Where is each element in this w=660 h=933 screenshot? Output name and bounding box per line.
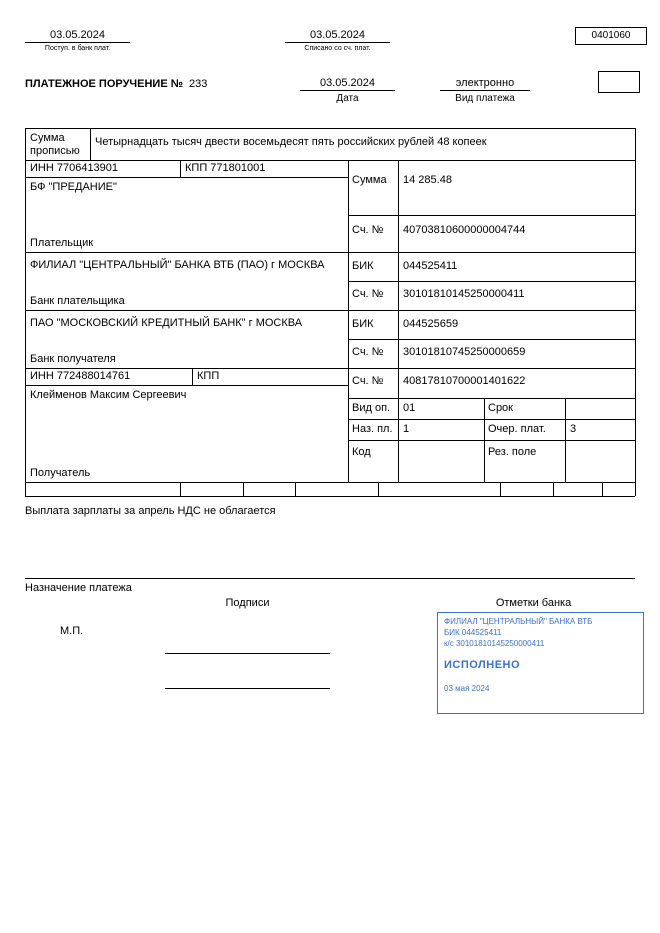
grid-line [25,128,635,129]
op-kind-label: Вид оп. [352,402,391,414]
signature-line [165,688,330,689]
payer-bank-label: Банк плательщика [30,295,125,307]
grid-line [192,368,193,385]
purpose-code-value: 1 [403,423,410,435]
amount-label: Сумма [352,174,387,186]
payer-bank-bik-value: 044525411 [403,260,458,272]
payer-bank-account-value: 30101810145250000411 [403,288,525,300]
payer-kpp: КПП 771801001 [185,162,266,174]
payee-kpp-label: КПП [197,370,220,382]
stamp-date: 03 мая 2024 [444,684,490,694]
grid-line [348,281,635,282]
reserve-field-label: Рез. поле [488,446,537,458]
payer-inn: ИНН 7706413901 [30,162,119,174]
grid-line [348,339,635,340]
grid-line [25,368,635,369]
payer-bank-name: ФИЛИАЛ "ЦЕНТРАЛЬНЫЙ" БАНКА ВТБ (ПАО) г МОСКВА [30,259,325,271]
bank-stamp [437,612,644,714]
payee-inn: ИНН 772488014761 [30,370,131,382]
received-date: 03.05.2024 [25,28,130,43]
amount-words-label: Сумма прописью [30,132,80,158]
signatures-label: Подписи [225,597,270,609]
grid-line [180,482,181,496]
stamp-corr-account: к/с 30101810145250000411 [444,638,545,648]
doc-title-row [25,78,207,91]
payment-kind: электронно [440,76,530,91]
grid-line [243,482,244,496]
op-kind-value: 01 [403,402,416,414]
payer-label: Плательщик [30,237,94,249]
stamp-status: ИСПОЛНЕНО [444,659,521,672]
received-caption: Поступ. в банк плат. [44,45,111,52]
purpose-divider [25,578,635,579]
grid-line [602,482,603,496]
grid-line [25,496,635,497]
grid-line [25,310,635,311]
grid-line [553,482,554,496]
grid-line [348,215,635,216]
grid-line [398,160,399,482]
payer-name: БФ "ПРЕДАНИЕ" [30,181,117,193]
signature-line [165,653,330,654]
grid-line [348,398,635,399]
payment-kind-label: Вид платежа [455,93,515,104]
grid-line [378,482,379,496]
payee-name: Клейменов Максим Сергеевич [30,389,187,401]
form-code-box: 0401060 [575,27,647,45]
doc-date: 03.05.2024 [300,76,395,91]
purpose-code-label: Наз. пл. [352,423,393,435]
bank-marks-label: Отметки банка [495,597,572,609]
payer-bank-bik-label: БИК [352,260,374,272]
payee-label: Получатель [30,467,91,479]
doc-number: 233 [189,78,208,90]
grid-line [635,128,636,496]
payer-account-value: 40703810600000004744 [403,224,526,236]
stamp-bik: БИК 044525411 [444,627,502,637]
mp-label: М.П. [60,625,84,637]
payee-bank-label: Банк получателя [30,353,116,365]
grid-line [25,482,635,483]
status-box [598,71,640,93]
priority-value: 3 [570,423,577,435]
grid-line [90,128,91,160]
grid-line [180,160,181,177]
payee-bank-account-value: 30101810745250000659 [403,346,526,358]
grid-line [25,177,348,178]
payee-bank-account-label: Сч. № [352,346,384,358]
grid-line [348,440,635,441]
code-label: Код [352,446,371,458]
grid-line [295,482,296,496]
grid-line [25,160,635,161]
payee-bank-name: ПАО "МОСКОВСКИЙ КРЕДИТНЫЙ БАНК" г МОСКВА [30,317,303,329]
payer-bank-account-label: Сч. № [352,288,384,300]
grid-line [348,160,349,482]
purpose-text: Выплата зарплаты за апрель НДС не облагается [25,505,276,517]
amount-words-value: Четырнадцать тысяч двести восемьдесят пять российских рублей 48 копеек [95,136,487,148]
grid-line [565,398,566,482]
grid-line [500,482,501,496]
priority-label: Очер. плат. [488,423,546,435]
grid-line [484,398,485,482]
doc-date-label: Дата [336,93,359,104]
payee-account-value: 40817810700001401622 [403,375,526,387]
debited-caption: Списано со сч. плат. [304,45,371,52]
payee-bank-bik-value: 044525659 [403,318,459,330]
payer-account-label: Сч. № [352,224,384,236]
amount-value: 14 285.48 [403,174,452,186]
term-label: Срок [488,402,513,414]
grid-line [348,419,635,420]
purpose-label: Назначение платежа [25,582,132,594]
doc-title: ПЛАТЕЖНОЕ ПОРУЧЕНИЕ № [25,78,183,90]
stamp-bank-name: ФИЛИАЛ "ЦЕНТРАЛЬНЫЙ" БАНКА ВТБ [444,617,593,626]
grid-line [25,252,635,253]
debited-date: 03.05.2024 [285,28,390,43]
grid-line [25,128,26,496]
grid-line [25,385,348,386]
payee-bank-bik-label: БИК [352,318,374,330]
payee-account-label: Сч. № [352,375,384,387]
